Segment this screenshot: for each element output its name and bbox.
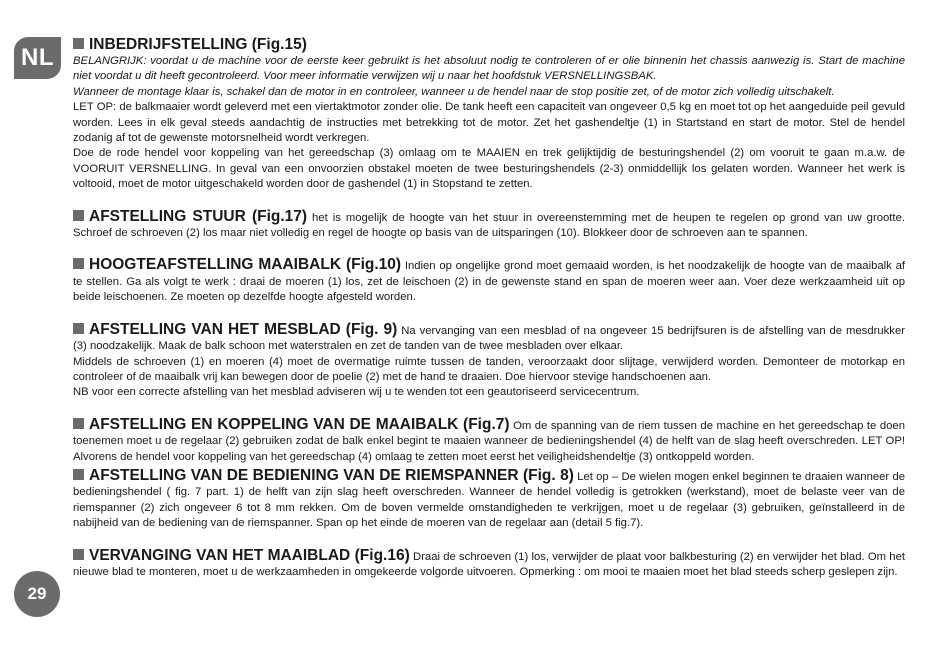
section-afstelling-mesblad (73, 321, 905, 401)
section-body: Draai de schroeven (1) los, verwijder de plaat voor balkbesturing (2) en verwijder het blad. Om het nieuwe blad te monteren, moet u de werkzaamheden in omgekeerde volgorde uitvoeren. Opmerking : om mooi te maaien moet het blad steeds scherp geslepen zijn. (73, 550, 905, 578)
paragraph-bediening: Doe de rode hendel voor koppeling van het gereedschap (3) omlaag om te MAAIEN en trek gelijktijdig de besturingshendel (2) om vooruit te gaan m.a.w. de VOORUIT VERSNELLING. In geval van een onvoorzien obstakel moeten de twee besturingshendels (2-3) onmiddellijk los gelaten worden. Wanneer het werk is voltooid, moet de motor uitgeschakeld worden door de gashendel (1) in Stopstand te zetten. (73, 147, 905, 191)
section-body: Om de spanning van de riem tussen de machine en het gereedschap te doen toenemen moet u de regelaar (2) gebruiken zodat de balk enkel begint te maaien wanneer de bedieningshendel (4) de helft van de slag heeft overschreden. LET OP! Alvorens de hendel voor koppeling van het gereedschap (4) omlaag te zetten moet eerst het veiligheidshendeltje (3) ontkoppeld worden. (73, 419, 905, 463)
square-bullet-icon (73, 549, 84, 560)
square-bullet-icon (73, 418, 84, 429)
section-koppeling-maaibalk (73, 416, 905, 465)
section-heading: AFSTELLING VAN HET MESBLAD (Fig. 9) (73, 321, 397, 338)
section-afstelling-stuur (73, 208, 905, 242)
paragraph: NB voor een correcte afstelling van het mesblad adviseren wij u te wenden tot een geautoriseerd servicecentrum. (73, 386, 640, 399)
section-inbedrijfstelling (73, 36, 905, 193)
section-heading: AFSTELLING STUUR (Fig.17) (73, 208, 307, 225)
section-vervanging-maaiblad (73, 547, 905, 581)
section-heading: INBEDRIJFSTELLING (Fig.15) (73, 36, 905, 54)
square-bullet-icon (73, 258, 84, 269)
language-badge: NL (14, 37, 61, 79)
paragraph: Middels de schroeven (1) en moeren (4) moet de overmatige ruimte tussen de tanden, veroorzaakt door slijtage, verwijderd worden. Demonteer de motorkap en controleer of de maaibalk vrij kan bewegen door de poelie (2) met de hand te draaien. Doe hiervoor stevige handschoenen aan. (73, 355, 905, 383)
section-body: Na vervanging van een mesblad of na ongeveer 15 bedrijfsuren is de afstelling van de mesdrukker (3) noodzakelijk. Maak de balk schoon met waterstralen en zet de tanden van de twee mesbladen over elkaar. (73, 324, 905, 353)
paragraph-let-op: LET OP: de balkmaaier wordt geleverd met een viertaktmotor zonder olie. De tank heeft een capaciteit van ongeveer 0,5 kg en moet tot op het aangeduide peil gevuld worden. Lees in elk geval steeds aandachtig de instructies met betrekking tot de motor. Zet het gashendeltje (1) in Startstand en start de motor. Stel de hendel zodanig af tot de gewenste motorsnelheid wordt verkregen. (73, 101, 905, 145)
section-heading: VERVANGING VAN HET MAAIBLAD (Fig.16) (73, 547, 410, 564)
section-hoogteafstelling (73, 256, 905, 305)
square-bullet-icon (73, 38, 84, 49)
section-body: Let op – De wielen mogen enkel beginnen te draaien wanneer de bedieningshendel ( fig. 7 part. 1) de helft van zijn slag heeft overschreden. Wanneer de hendel volledig is getrokken (werkstand), moet de belaste veer van de riemspanner (2) zich ongeveer 6 tot 8 mm rekken. Om de boven vermelde omstandigheden te verkrijgen, moet u de regelaar (3) gebruiken, geïnstalleerd in de nabijheid van de bediening van de riemspanner. Span op het einde de moeren van de regelaar aan (detail 5 fig.7). (73, 470, 906, 530)
square-bullet-icon (73, 469, 84, 480)
section-body: het is mogelijk de hoogte van het stuur in overeenstemming met de heupen te regelen op grond van uw grootte. Schroef de schroeven (2) los maar niet volledig en regel de hoogte op basis van de uitsparingen (10). Blokkeer door de schroeven aan te spannen. (73, 211, 905, 240)
section-riemspanner (73, 467, 905, 532)
paragraph-important: BELANGRIJK: voordat u de machine voor de eerste keer gebruikt is het absoluut nodig te controleren of er olie binnenin het chassis aanwezig is. Start de machine niet voordat u dit heeft gecontroleerd. Voor meer informatie verwijzen wij u naar het hoofdstuk VERSNELLINGSBAK. (73, 55, 905, 83)
manual-content (73, 36, 905, 580)
section-heading: AFSTELLING VAN DE BEDIENING VAN DE RIEMSPANNER (Fig. 8) (73, 467, 574, 484)
paragraph-montage: Wanneer de montage klaar is, schakel dan de motor in en controleer, wanneer u de hendel naar de stop positie zet, of de motor zich volledig uitschakelt. (73, 85, 835, 98)
section-body: Indien op ongelijke grond moet gemaaid worden, is het noodzakelijk de hoogte van de maaibalk af te stellen. Ga als volgt te werk : draai de moeren (1) los, zet de leischoen (2) in de gewenste stand en span de moeren weer aan. Voer deze werkzaamheid uit op beide leischoenen. Ze moeten op dezelfde hoogte afgesteld worden. (73, 260, 905, 304)
section-heading: HOOGTEAFSTELLING MAAIBALK (Fig.10) (73, 256, 401, 273)
square-bullet-icon (73, 323, 84, 334)
square-bullet-icon (73, 210, 84, 221)
section-heading: AFSTELLING EN KOPPELING VAN DE MAAIBALK (Fig.7) (73, 416, 510, 433)
page-number: 29 (14, 571, 60, 617)
